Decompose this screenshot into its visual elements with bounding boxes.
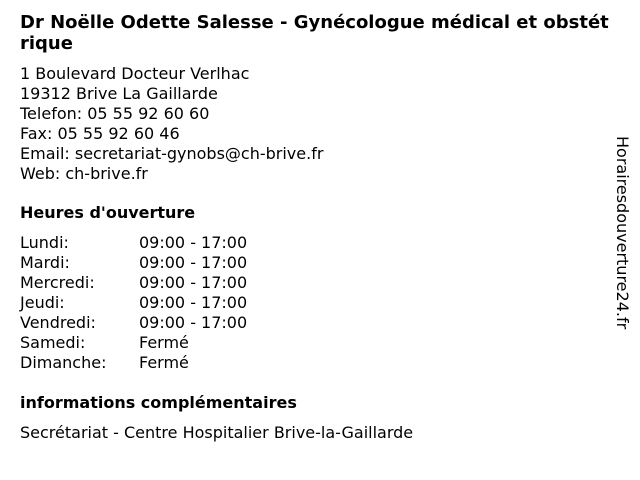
hours-row <box>20 333 610 353</box>
hours-row <box>20 293 610 313</box>
site-watermark: Horairesdouverture24.fr <box>613 136 632 330</box>
web-line: Web: ch-brive.fr <box>20 164 148 183</box>
hours-time: 09:00 - 17:00 <box>139 313 248 332</box>
hours-table <box>20 233 610 373</box>
address-block <box>20 64 610 184</box>
hours-day: Jeudi: <box>20 293 65 312</box>
hours-row <box>20 253 610 273</box>
hours-time: 09:00 - 17:00 <box>139 233 248 252</box>
hours-row <box>20 313 610 333</box>
hours-heading: Heures d'ouverture <box>20 203 196 222</box>
fax-line: Fax: 05 55 92 60 46 <box>20 124 180 143</box>
hours-day: Mardi: <box>20 253 70 272</box>
phone-line: Telefon: 05 55 92 60 60 <box>20 104 210 123</box>
hours-day: Dimanche: <box>20 353 107 372</box>
hours-time: Fermé <box>139 353 189 372</box>
address-street: 1 Boulevard Docteur Verlhac <box>20 64 250 83</box>
hours-day: Samedi: <box>20 333 86 352</box>
hours-time: 09:00 - 17:00 <box>139 253 248 272</box>
hours-time: 09:00 - 17:00 <box>139 293 248 312</box>
info-heading: informations complémentaires <box>20 393 297 412</box>
hours-day: Lundi: <box>20 233 69 252</box>
hours-row <box>20 353 610 373</box>
hours-day: Vendredi: <box>20 313 96 332</box>
hours-row <box>20 233 610 253</box>
hours-row <box>20 273 610 293</box>
page-title: Dr Noëlle Odette Salesse - Gynécologue médical et obstétrique <box>20 12 609 54</box>
listing <box>20 12 610 443</box>
address-city: 19312 Brive La Gaillarde <box>20 84 218 103</box>
hours-time: Fermé <box>139 333 189 352</box>
email-line: Email: secretariat-gynobs@ch-brive.fr <box>20 144 324 163</box>
hours-day: Mercredi: <box>20 273 95 292</box>
info-text: Secrétariat - Centre Hospitalier Brive-la-Gaillarde <box>20 423 414 442</box>
hours-time: 09:00 - 17:00 <box>139 273 248 292</box>
